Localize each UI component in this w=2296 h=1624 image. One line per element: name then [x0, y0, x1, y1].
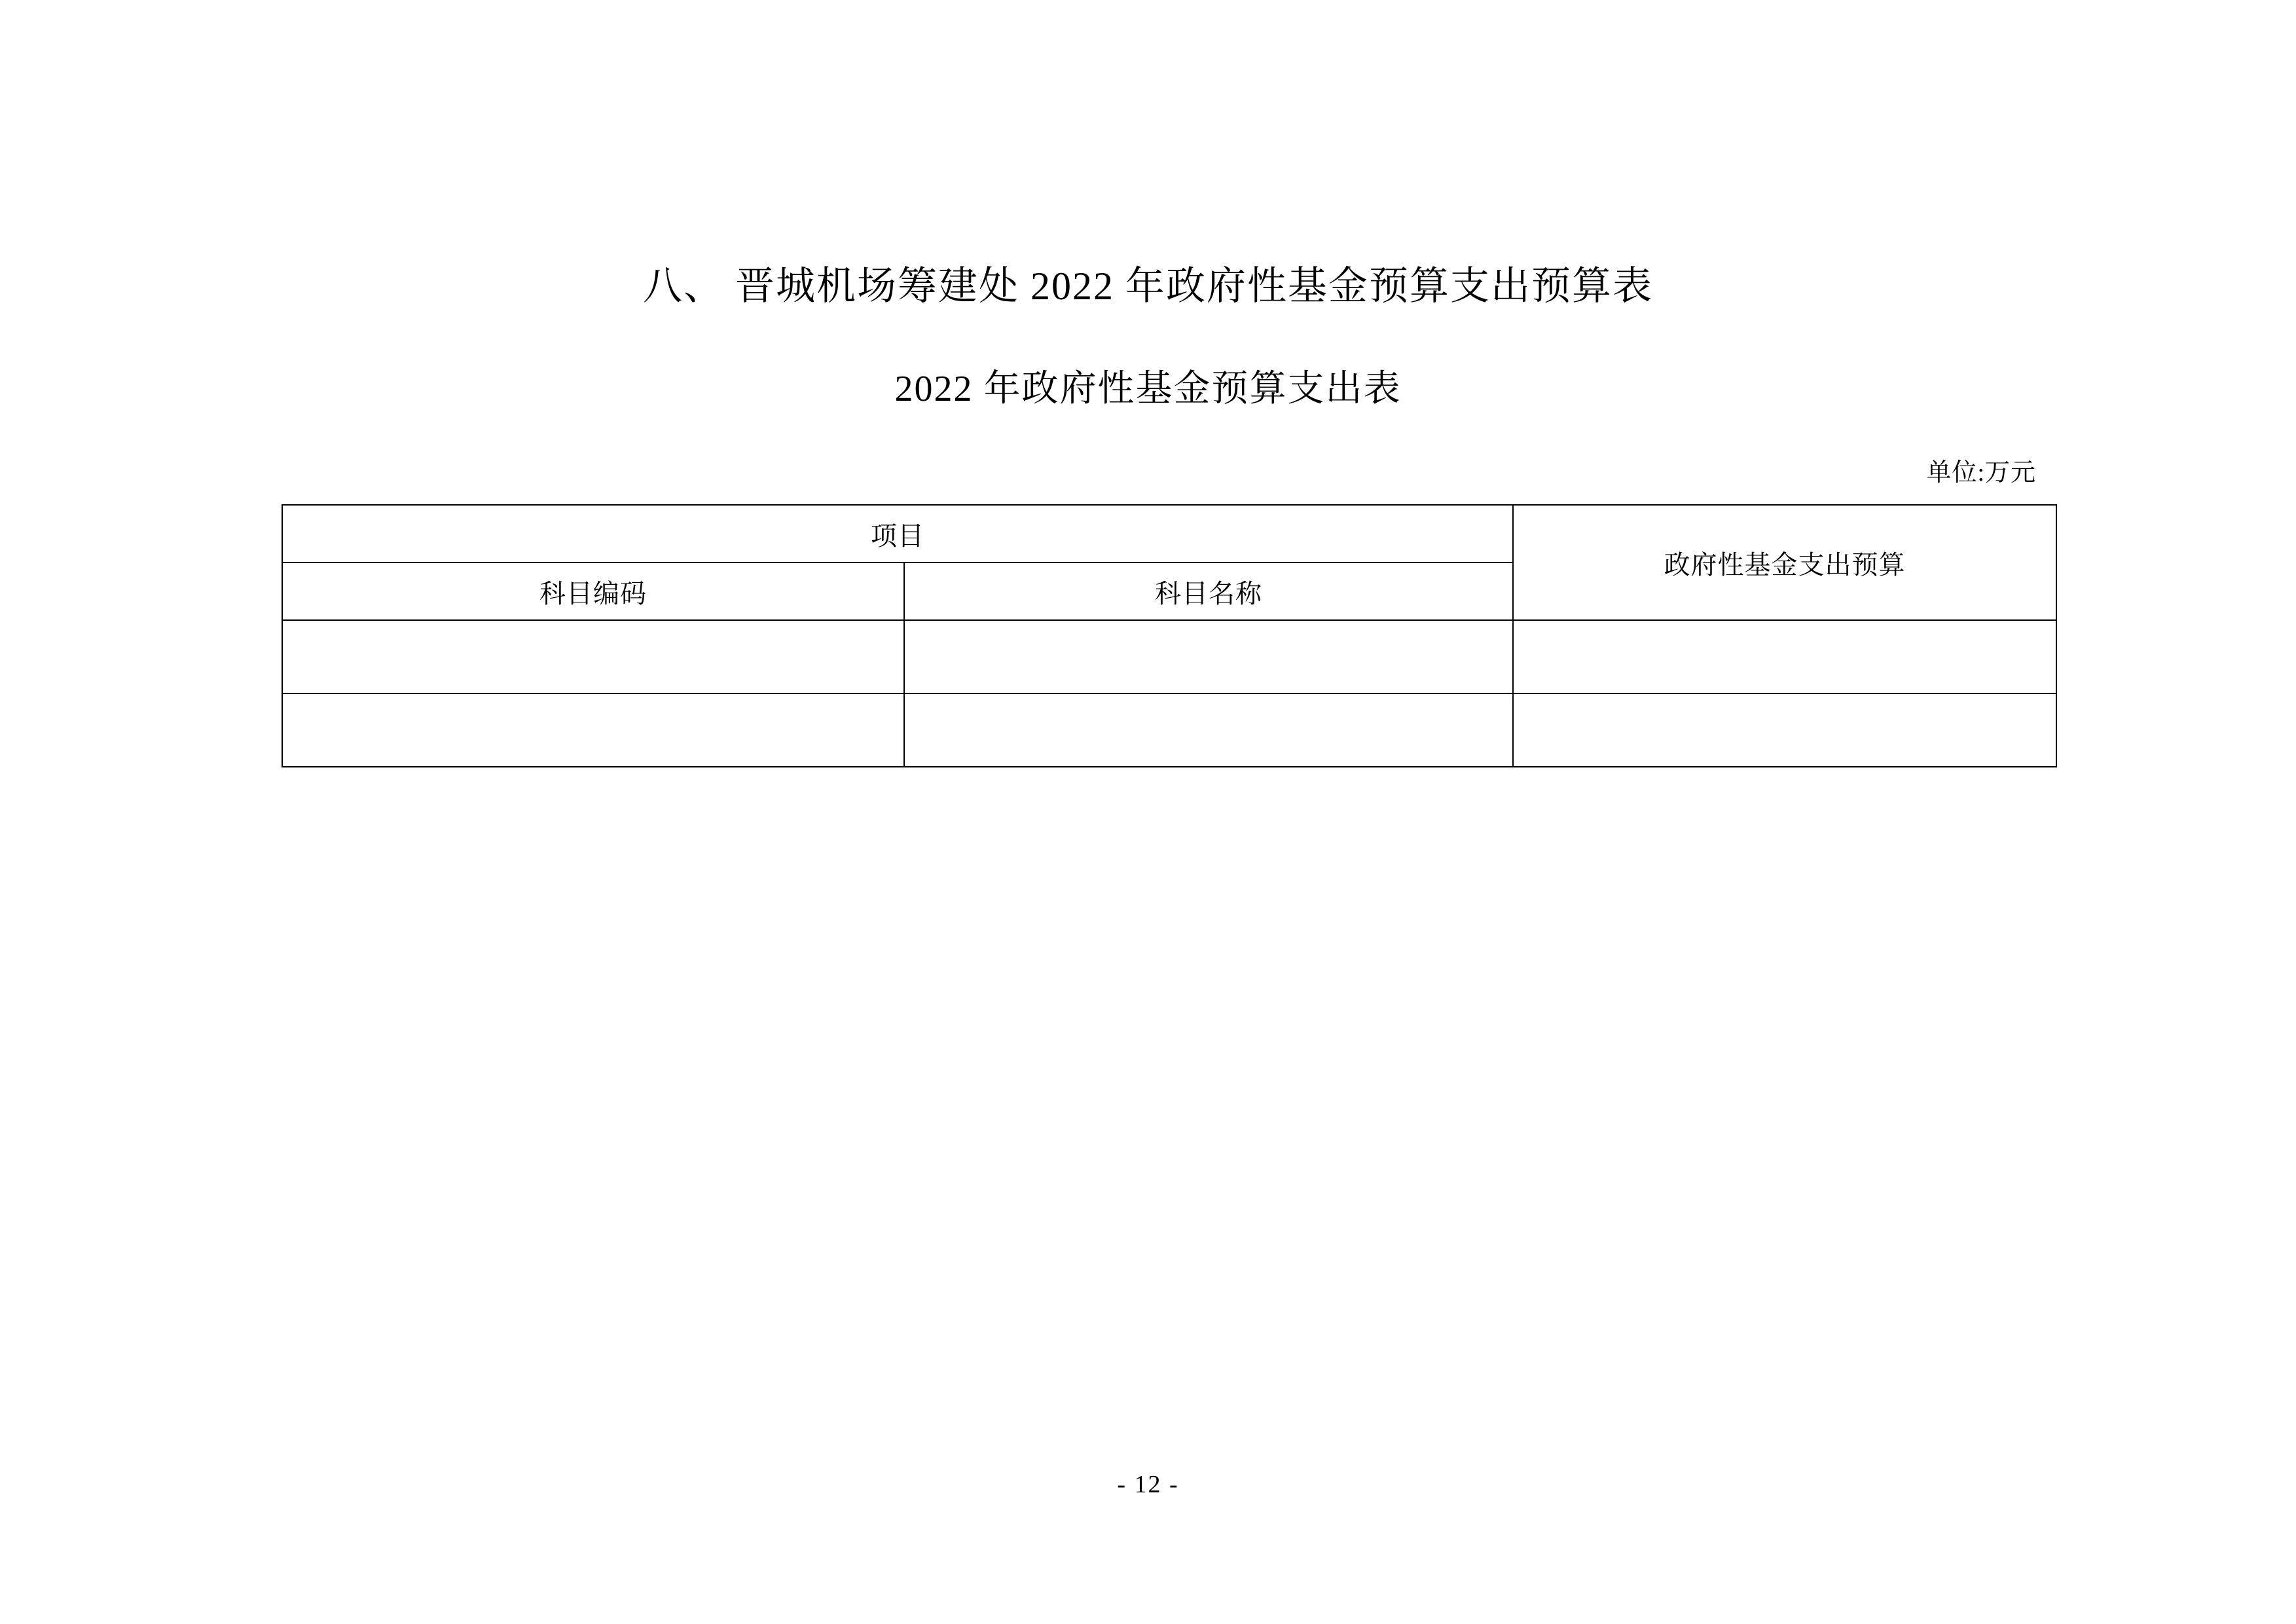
cell-subject-name: [904, 620, 1513, 693]
header-cell-project: 项目: [282, 505, 1513, 563]
page-title: 八、 晋城机场筹建处 2022 年政府性基金预算支出预算表: [643, 265, 1653, 308]
cell-fund-expenditure: [1513, 693, 2056, 767]
cell-subject-name: [904, 693, 1513, 767]
cell-fund-expenditure: [1513, 620, 2056, 693]
page-number-footer: - 12 -: [1117, 1471, 1179, 1498]
header-cell-subject-name: 科目名称: [904, 563, 1513, 620]
cell-subject-code: [282, 620, 904, 693]
table-row: [282, 693, 2056, 767]
cell-subject-code: [282, 693, 904, 767]
budget-table: [282, 504, 2057, 767]
header-cell-fund-expenditure: 政府性基金支出预算: [1513, 505, 2056, 620]
table-header-row-1: [282, 505, 2056, 563]
table-title: 2022 年政府性基金预算支出表: [894, 369, 1402, 409]
table-row: [282, 620, 2056, 693]
unit-note: 单位:万元: [1926, 459, 2036, 487]
header-cell-subject-code: 科目编码: [282, 563, 904, 620]
